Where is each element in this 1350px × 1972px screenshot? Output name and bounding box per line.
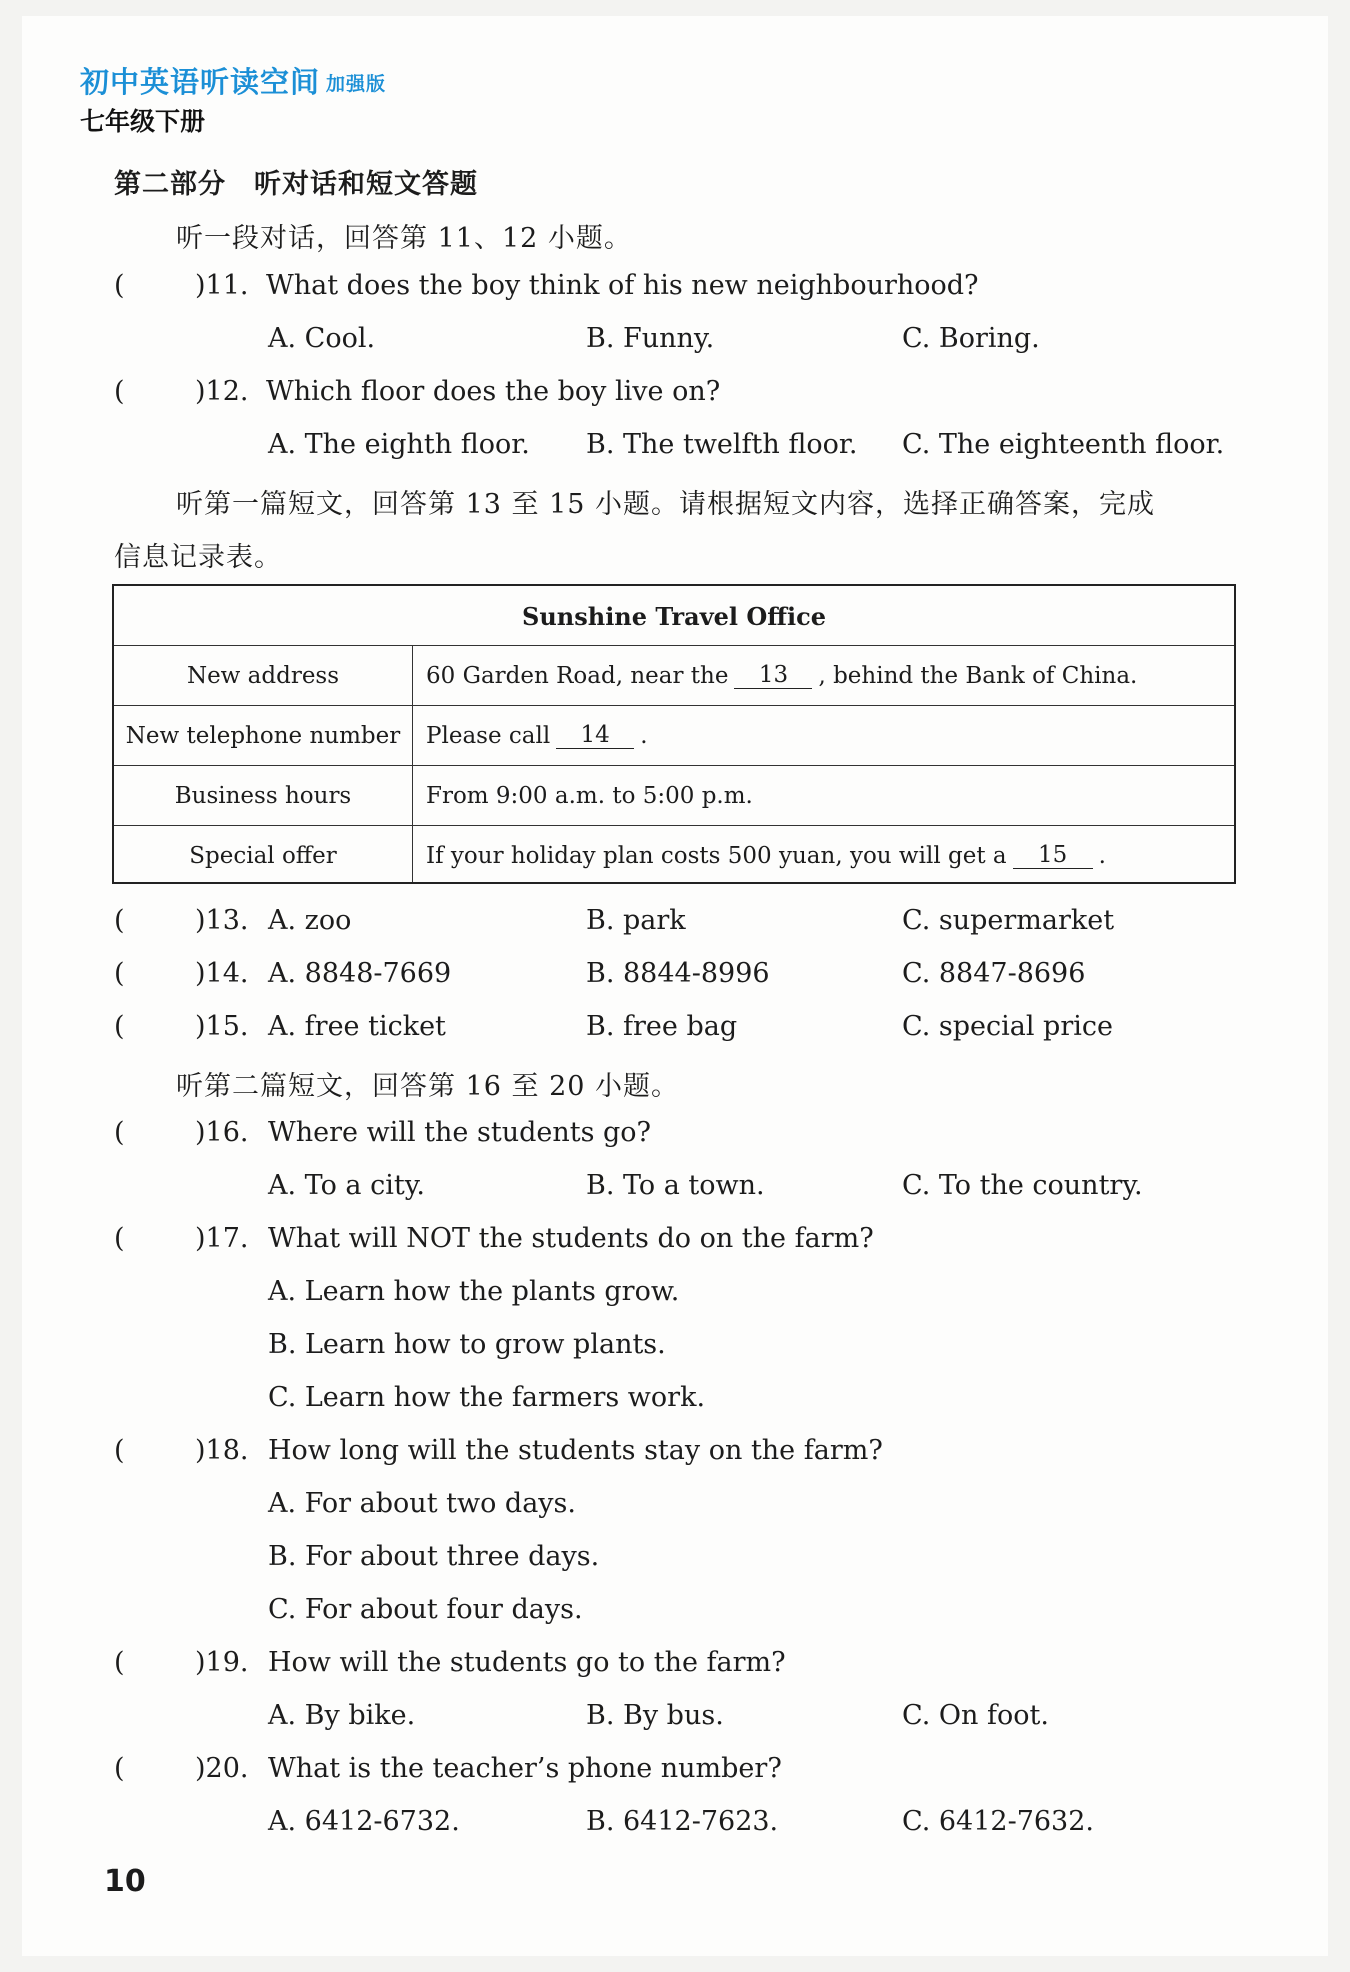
value-text: If your holiday plan costs 500 yuan, you will get a [426, 843, 1007, 869]
question-number: )18. [195, 1435, 249, 1466]
option-c[interactable]: C. Learn how the farmers work. [268, 1382, 706, 1413]
table-value-telephone [412, 706, 1238, 766]
question-text: What is the teacher’s phone number? [268, 1753, 782, 1784]
option-a[interactable]: A. 6412-6732. [268, 1806, 460, 1837]
table-label-hours: Business hours [174, 783, 352, 809]
option-b[interactable]: B. Learn how to grow plants. [268, 1329, 666, 1360]
question-text: Where will the students go? [268, 1117, 652, 1148]
instruction-passage1: 听第一篇短文，回答第 13 至 15 小题。请根据短文内容，选择正确答案，完成 [176, 489, 1156, 520]
option-c[interactable]: C. The eighteenth floor. [902, 429, 1225, 460]
question-number: )11. [195, 270, 249, 301]
question-number: )20. [195, 1753, 249, 1784]
question-number: )17. [195, 1223, 249, 1254]
value-text: Please call [426, 723, 551, 749]
option-b[interactable]: B. By bus. [586, 1700, 724, 1731]
page-number: 10 [104, 1864, 146, 1899]
table-caption: Sunshine Travel Office [522, 601, 826, 631]
question-text: How long will the students stay on the farm? [268, 1435, 883, 1466]
option-b[interactable]: B. For about three days. [268, 1541, 600, 1572]
question-text: What does the boy think of his new neighbourhood? [266, 270, 979, 301]
answer-paren[interactable]: ( [114, 1647, 125, 1678]
question-number: )19. [195, 1647, 249, 1678]
option-c[interactable]: C. To the country. [902, 1170, 1143, 1201]
value-text: 60 Garden Road, near the [426, 663, 729, 689]
answer-paren[interactable]: ( [114, 376, 125, 407]
option-b[interactable]: B. Funny. [586, 323, 715, 354]
option-b[interactable]: B. 6412-7623. [586, 1806, 779, 1837]
option-c[interactable]: C. supermarket [902, 905, 1115, 936]
value-text: , behind the Bank of China. [818, 663, 1138, 689]
table-value-offer [412, 826, 1238, 886]
instruction-dialogue: 听一段对话，回答第 11、12 小题。 [176, 223, 632, 254]
table-label-address: New address [186, 663, 340, 689]
grade-label: 七年级下册 [80, 107, 206, 136]
instruction-passage2: 听第二篇短文，回答第 16 至 20 小题。 [176, 1071, 680, 1102]
option-a[interactable]: A. The eighth floor. [268, 429, 530, 460]
option-a[interactable]: A. To a city. [268, 1170, 425, 1201]
answer-paren[interactable]: ( [114, 958, 125, 989]
option-a[interactable]: A. zoo [268, 905, 352, 936]
instruction-passage1-cont: 信息记录表。 [114, 542, 282, 573]
option-a[interactable]: A. Cool. [268, 323, 376, 354]
question-number: )12. [195, 376, 249, 407]
answer-paren[interactable]: ( [114, 1753, 125, 1784]
value-text: . [640, 723, 648, 749]
question-number: )15. [195, 1011, 249, 1042]
option-c[interactable]: C. Boring. [902, 323, 1040, 354]
question-number: )16. [195, 1117, 249, 1148]
question-text: How will the students go to the farm? [268, 1647, 786, 1678]
blank-14[interactable]: 14 [556, 723, 634, 749]
option-b[interactable]: B. park [586, 905, 686, 936]
option-c[interactable]: C. special price [902, 1011, 1113, 1042]
option-b[interactable]: B. To a town. [586, 1170, 765, 1201]
option-a[interactable]: A. free ticket [268, 1011, 446, 1042]
option-c[interactable]: C. On foot. [902, 1700, 1049, 1731]
option-b[interactable]: B. 8844-8996 [586, 958, 770, 989]
option-b[interactable]: B. The twelfth floor. [586, 429, 858, 460]
blank-15[interactable]: 15 [1013, 843, 1093, 869]
answer-paren[interactable]: ( [114, 1117, 125, 1148]
table-value-address [412, 646, 1238, 706]
value-text: . [1098, 843, 1106, 869]
series-name: 初中英语听读空间 [80, 65, 321, 99]
blank-13[interactable]: 13 [734, 663, 812, 689]
answer-paren[interactable]: ( [114, 270, 125, 301]
option-a[interactable]: A. Learn how the plants grow. [268, 1276, 680, 1307]
answer-paren[interactable]: ( [114, 1435, 125, 1466]
answer-paren[interactable]: ( [114, 1011, 125, 1042]
option-c[interactable]: C. 8847-8696 [902, 958, 1086, 989]
table-value-hours: From 9:00 a.m. to 5:00 p.m. [426, 783, 753, 809]
question-number: )13. [195, 905, 249, 936]
option-c[interactable]: C. For about four days. [268, 1594, 583, 1625]
answer-paren[interactable]: ( [114, 905, 125, 936]
option-a[interactable]: A. For about two days. [268, 1488, 576, 1519]
option-a[interactable]: A. 8848-7669 [268, 958, 452, 989]
part-heading: 第二部分 听对话和短文答题 [114, 169, 478, 200]
option-a[interactable]: A. By bike. [268, 1700, 416, 1731]
question-text: What will NOT the students do on the farm? [268, 1223, 874, 1254]
question-number: )14. [195, 958, 249, 989]
info-table [112, 584, 1236, 884]
series-title [80, 60, 386, 101]
answer-paren[interactable]: ( [114, 1223, 125, 1254]
series-edition: 加强版 [326, 73, 387, 95]
table-label-telephone: New telephone number [125, 723, 401, 749]
option-b[interactable]: B. free bag [586, 1011, 738, 1042]
table-label-offer: Special offer [189, 843, 337, 869]
question-text: Which floor does the boy live on? [266, 376, 721, 407]
option-c[interactable]: C. 6412-7632. [902, 1806, 1094, 1837]
